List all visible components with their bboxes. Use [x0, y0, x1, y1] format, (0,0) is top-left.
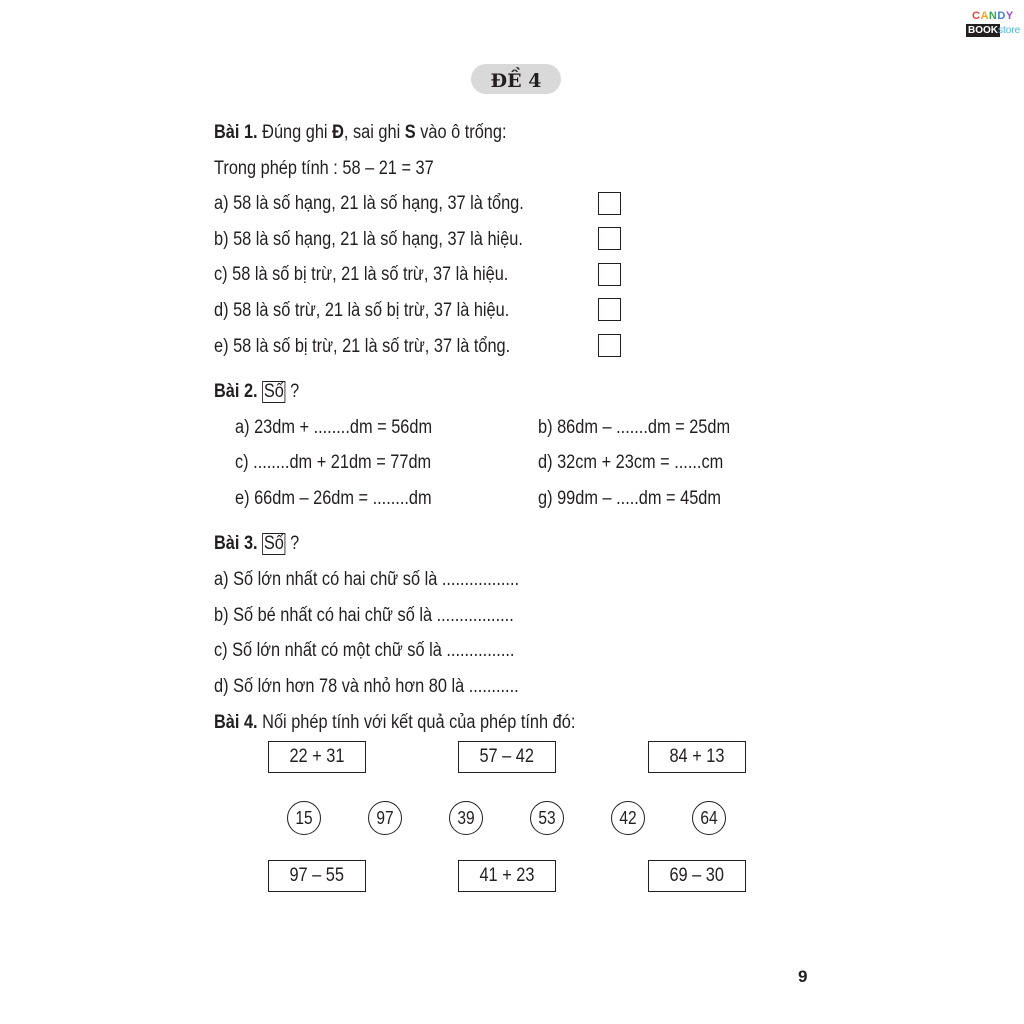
bai4-result-circle-1[interactable]: 15 — [287, 801, 321, 835]
bai4-bottom-calc-3[interactable]: 69 – 30 — [648, 860, 746, 892]
bai2-item-g: g) 99dm – .....dm = 45dm — [538, 488, 722, 509]
bai4-result-circle-4[interactable]: 53 — [530, 801, 564, 835]
bai4-instruction: Nối phép tính với kết quả của phép tính đó: — [257, 712, 576, 733]
bai4-top-calc-1[interactable]: 22 + 31 — [268, 741, 366, 773]
bai1-item-b: b) 58 là số hạng, 21 là số hạng, 37 là hiệu. — [214, 229, 523, 250]
bai4-result-circle-5[interactable]: 42 — [611, 801, 645, 835]
bai4-bottom-calc-1[interactable]: 97 – 55 — [268, 860, 366, 892]
logo-book-text: BOOK — [968, 25, 998, 36]
bai4-label: Bài 4. — [214, 712, 258, 733]
bai1-d-letter: Đ — [332, 122, 344, 143]
page-title: ĐỀ 4 — [471, 64, 561, 94]
bai4-result-circle-6[interactable]: 64 — [692, 801, 726, 835]
bai1-heading — [214, 121, 507, 145]
bai2-item-e: e) 66dm – 26dm = ........dm — [235, 488, 432, 509]
bai2-item-d: d) 32cm + 23cm = ......cm — [538, 452, 724, 473]
bai3-item-b: b) Số bé nhất có hai chữ số là ................. — [214, 605, 514, 626]
bai1-answer-box-e[interactable] — [598, 334, 621, 357]
bai1-answer-box-d[interactable] — [598, 298, 621, 321]
bai1-instruction-post: vào ô trống: — [415, 122, 507, 143]
bai1-instruction-mid: , sai ghi — [343, 122, 405, 143]
bai4-top-calc-3[interactable]: 84 + 13 — [648, 741, 746, 773]
bai3-question-mark: ? — [285, 533, 300, 554]
bai2-item-c: c) ........dm + 21dm = 77dm — [235, 452, 432, 473]
bai2-heading — [214, 380, 299, 404]
bai3-item-d: d) Số lớn hơn 78 và nhỏ hơn 80 là ........... — [214, 676, 519, 697]
bai2-item-a: a) 23dm + ........dm = 56dm — [235, 417, 433, 438]
bai3-boxed-so: Số — [263, 533, 284, 554]
candy-book-store-logo — [962, 10, 1022, 42]
bai1-item-a: a) 58 là số hạng, 21 là số hạng, 37 là tổng. — [214, 193, 524, 214]
bai1-instruction-pre: Đúng ghi — [257, 122, 333, 143]
bai4-top-calc-2[interactable]: 57 – 42 — [458, 741, 556, 773]
bai2-question-mark: ? — [285, 381, 300, 402]
bai1-s-letter: S — [404, 122, 416, 143]
bai4-result-circle-3[interactable]: 39 — [449, 801, 483, 835]
bai3-item-a: a) Số lớn nhất có hai chữ số là ................. — [214, 569, 520, 590]
bai2-boxed-so: Số — [263, 381, 284, 402]
bai1-item-c: c) 58 là số bị trừ, 21 là số trừ, 37 là hiệu. — [214, 264, 509, 285]
bai2-item-b: b) 86dm – .......dm = 25dm — [538, 417, 731, 438]
bai4-heading — [214, 711, 575, 735]
bai1-answer-box-c[interactable] — [598, 263, 621, 286]
bai4-bottom-calc-2[interactable]: 41 + 23 — [458, 860, 556, 892]
bai1-label: Bài 1. — [214, 122, 258, 143]
bai1-answer-box-a[interactable] — [598, 192, 621, 215]
bai4-result-circle-2[interactable]: 97 — [368, 801, 402, 835]
page-number: 9 — [798, 967, 808, 986]
bai1-item-d: d) 58 là số trừ, 21 là số bị trừ, 37 là hiệu. — [214, 300, 510, 321]
bai3-label: Bài 3. — [214, 533, 258, 554]
bai1-item-e: e) 58 là số bị trừ, 21 là số trừ, 37 là tổng. — [214, 336, 511, 357]
bai3-item-c: c) Số lớn nhất có một chữ số là ............... — [214, 640, 515, 661]
bai2-label: Bài 2. — [214, 381, 258, 402]
logo-store-text: store — [998, 25, 1021, 36]
logo-candy-text: CANDY — [972, 10, 1014, 22]
bai3-heading — [214, 532, 299, 556]
bai1-answer-box-b[interactable] — [598, 227, 621, 250]
bai1-expression: Trong phép tính : 58 – 21 = 37 — [214, 158, 434, 179]
